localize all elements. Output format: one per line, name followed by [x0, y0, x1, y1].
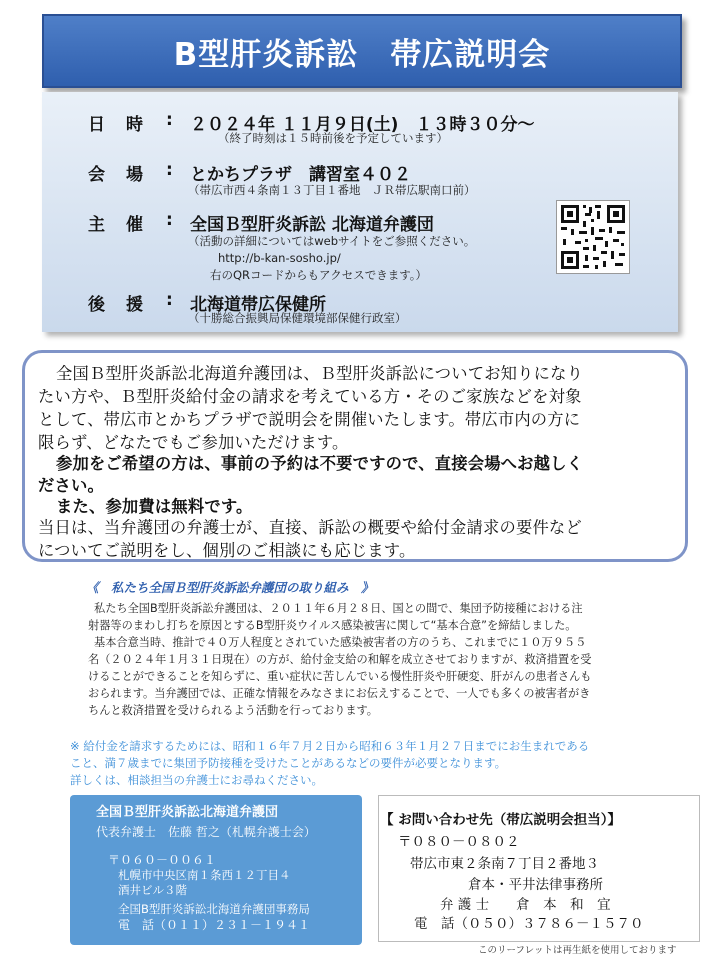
contact-phone: 電 話（０５０）３７８６－１５７０ — [414, 916, 644, 932]
host-note-1: （活動の詳細についてはwebサイトをご参照ください。 — [188, 234, 476, 248]
notice-line-3: として、帯広市とかちプラザで説明会を開催いたします。帯広市内の方に — [38, 410, 581, 429]
title-banner — [42, 14, 682, 88]
efforts-line: 基本合意当時、推計で４０万人程度とされていた感染被害者の方のうち、これまでに１０万９５５ — [94, 636, 587, 649]
venue-label: 会 場 — [88, 165, 145, 185]
support-label: 後 援 — [88, 295, 145, 315]
qr-code-graphic — [557, 201, 629, 273]
notice-line-2: たい方や、Ｂ型肝炎給付金の請求を考えている方・そのご家族などを対象 — [38, 387, 582, 406]
venue-colon: : — [166, 160, 173, 180]
date-value: ２０２４年 １１月９日(土) １３時３０分～ — [190, 115, 535, 135]
eligibility-note-line: ※ 給付金を請求するためには、昭和１６年７月２日から昭和６３年１月２７日までにお生まれである — [70, 739, 590, 753]
contact-firm: 倉本・平井法律事務所 — [468, 877, 603, 893]
efforts-line: 射器等のまわし打ちを原因とするB型肝炎ウイルス感染被害に関して“基本合意”を締結しました。 — [88, 619, 577, 632]
efforts-line: おられます。当弁護団では、正確な情報をみなさまにお伝えすることで、一人でも多くの被害者がき — [88, 687, 591, 700]
contact-address: 帯広市東２条南７丁目２番地３ — [410, 856, 599, 872]
recycled-paper-note: このリーフレットは再生紙を使用しております — [478, 945, 677, 956]
contact-heading: 【 お問い合わせ先（帯広説明会担当）】 — [380, 812, 621, 828]
qr-code-icon[interactable] — [556, 200, 630, 274]
org-zip: 〒０６０－００６１ — [108, 853, 217, 867]
notice-line-5: 参加をご希望の方は、事前の予約は不要ですので、直接会場へお越しく — [56, 454, 584, 473]
venue-value: とかちプラザ 講習室４０２ — [190, 165, 411, 185]
notice-line-9: についてご説明をし、個別のご相談にも応じます。 — [38, 541, 416, 560]
notice-line-7: また、参加費は無料です。 — [56, 497, 253, 516]
support-note: （十勝総合振興局保健環境部保健行政室） — [188, 311, 407, 325]
host-value: 全国Ｂ型肝炎訴訟 北海道弁護団 — [190, 215, 434, 235]
support-colon: : — [166, 290, 173, 310]
page-title: B型肝炎訴訟 帯広説明会 — [173, 36, 551, 73]
date-label: 日 時 — [88, 115, 145, 135]
efforts-line: 私たち全国B型肝炎訴訟弁護団は、２０１１年６月２８日、国との間で、集団予防接種における注 — [94, 602, 583, 615]
contact-lawyer: 弁 護 士 倉 本 和 宜 — [440, 897, 611, 913]
org-office: 全国B型肝炎訴訟北海道弁護団事務局 — [118, 902, 310, 916]
org-phone: 電 話（０１１）２３１－１９４１ — [118, 918, 311, 932]
contact-zip: 〒０８０－０８０２ — [398, 834, 520, 850]
host-label: 主 催 — [88, 215, 145, 235]
eligibility-note-line: こと、満７歳までに集団予防接種を受けたことがあるなどの要件が必要となります。 — [70, 756, 507, 770]
efforts-line: 名（２０２４年１月３１日現在）の方が、給付金支給の和解を成立させておりますが、救済措置を受 — [88, 653, 592, 666]
venue-note: （帯広市西４条南１３丁目１番地 ＪＲ帯広駅南口前） — [188, 183, 476, 197]
date-colon: : — [166, 110, 173, 130]
efforts-line: ちんと救済措置を受けられるよう活動を行っております。 — [88, 704, 378, 717]
notice-line-1: 全国Ｂ型肝炎訴訟北海道弁護団は、Ｂ型肝炎訴訟についてお知りになり — [56, 364, 584, 383]
org-address-2: 酒井ビル３階 — [118, 883, 187, 897]
org-address-1: 札幌市中央区南１条西１２丁目４ — [118, 868, 291, 882]
host-colon: : — [166, 210, 173, 230]
org-name: 全国Ｂ型肝炎訴訟北海道弁護団 — [96, 805, 279, 820]
notice-line-8: 当日は、当弁護団の弁護士が、直接、訴訟の概要や給付金請求の要件など — [38, 518, 582, 537]
efforts-title: 《 私たち全国Ｂ型肝炎訴訟弁護団の取り組み 》 — [86, 580, 374, 595]
support-value: 北海道帯広保健所 — [190, 295, 326, 315]
org-representative: 代表弁護士 佐藤 哲之（札幌弁護士会） — [96, 825, 316, 839]
notice-line-6: ださい。 — [38, 476, 104, 495]
website-url[interactable]: http://b-kan-sosho.jp/ — [218, 251, 341, 265]
eligibility-note-line: 詳しくは、相談担当の弁護士にお尋ねください。 — [70, 773, 323, 787]
date-note: （終了時刻は１５時前後を予定しています） — [218, 131, 448, 145]
efforts-line: けることができることを知らずに、重い症状に苦しんでいる慢性肝炎や肝硬変、肝がんの患者さんも — [88, 670, 592, 683]
host-note-3: 右のQRコードからもアクセスできます。） — [210, 268, 428, 282]
notice-line-4: 限らず、どなたでもご参加いただけます。 — [38, 433, 349, 452]
